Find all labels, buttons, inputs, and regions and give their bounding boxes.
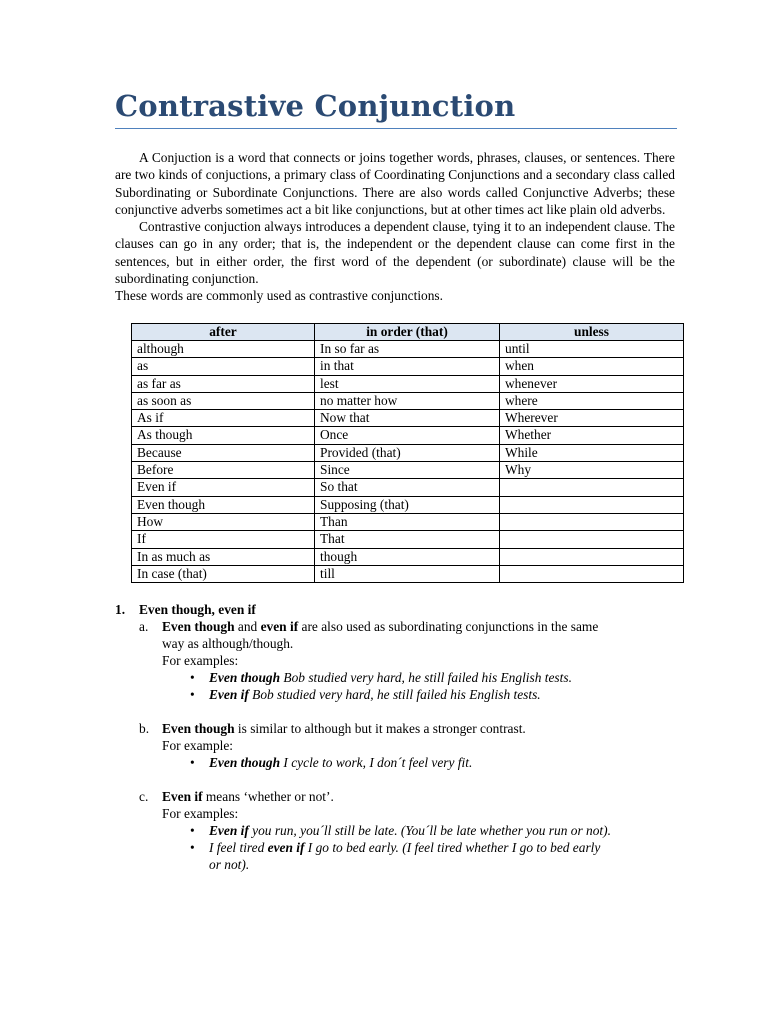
- table-cell: Provided (that): [315, 444, 500, 461]
- table-cell: Once: [315, 427, 500, 444]
- intro-paragraph-3: These words are commonly used as contrastive conjunctions.: [115, 288, 443, 304]
- example-list: [162, 669, 675, 703]
- table-cell: If: [132, 531, 315, 548]
- table-row: [132, 479, 684, 496]
- table-cell: [500, 548, 684, 565]
- term-bold: Even though: [162, 619, 235, 635]
- example-item: [162, 822, 675, 839]
- table-cell: [500, 479, 684, 496]
- table-header-row: [132, 323, 684, 340]
- table-row: [132, 548, 684, 565]
- table-cell: In as much as: [132, 548, 315, 565]
- examples-label: For examples:: [162, 806, 239, 822]
- example-text: I cycle to work, I don´t feel very fit.: [280, 755, 473, 771]
- text-run: is similar to although but it makes a stronger contrast.: [234, 721, 526, 737]
- table-row: [132, 392, 684, 409]
- table-cell: as far as: [132, 375, 315, 392]
- bullet-icon: •: [190, 823, 195, 839]
- table-row: [132, 496, 684, 513]
- text-run: and: [234, 619, 261, 635]
- table-cell: till: [315, 565, 500, 582]
- table-row: [132, 375, 684, 392]
- table-row: [132, 427, 684, 444]
- bullet-icon: •: [190, 755, 195, 771]
- example-text: Bob studied very hard, he still failed his English tests.: [280, 670, 572, 686]
- table-cell: lest: [315, 375, 500, 392]
- subsection-text: [162, 618, 675, 635]
- table-row: [132, 410, 684, 427]
- table-row: [132, 340, 684, 357]
- subsection-a: [115, 618, 675, 703]
- table-cell: That: [315, 531, 500, 548]
- table-cell: in that: [315, 358, 500, 375]
- table-cell: While: [500, 444, 684, 461]
- example-text: you run, you´ll still be late. (You´ll be late whether you run or not).: [248, 823, 611, 839]
- table-cell: Why: [500, 462, 684, 479]
- term-bold: even if: [260, 619, 299, 635]
- subsection-letter: a.: [139, 619, 149, 635]
- table-cell: Even if: [132, 479, 315, 496]
- table-cell: Before: [132, 462, 315, 479]
- table-cell: whenever: [500, 375, 684, 392]
- example-text: Bob studied very hard, he still failed his English tests.: [248, 687, 541, 703]
- section-heading: [115, 601, 675, 618]
- table-cell: Supposing (that): [315, 496, 500, 513]
- intro-paragraph-1: A Conjuction is a word that connects or joins together words, phrases, clauses, or sentences. There are two kinds of conjuctions, a primary class of Coordinating Conjunctions and a secondary class called Subordinating or Subordinate Conjunctions. There are also words called Conjunctive Adverbs; these conjunctive adverbs sometimes act a bit like conjunctions, but at other times act like plain old adverbs.: [115, 150, 675, 217]
- section-even-though-even-if: [115, 601, 675, 873]
- table-cell: Whether: [500, 427, 684, 444]
- table-header: after: [132, 323, 315, 340]
- table-cell: as: [132, 358, 315, 375]
- term-bold: even if: [267, 840, 305, 856]
- example-list: [162, 754, 675, 771]
- document-page: [115, 86, 675, 873]
- bullet-icon: •: [190, 670, 195, 686]
- table-cell: So that: [315, 479, 500, 496]
- table-cell: Even though: [132, 496, 315, 513]
- subsection-c: [115, 788, 675, 873]
- intro-paragraph-2: Contrastive conjuction always introduces a dependent clause, tying it to an independent clause. The clauses can go in any order; that is, the independent or the dependent clause can come first in the sentences, but in either order, the first word of the dependent (or subordinate) clause will be the subordinating conjunction.: [115, 219, 675, 287]
- subsection-letter: b.: [139, 721, 150, 737]
- conjunction-table: [131, 323, 684, 583]
- term-bold: Even if: [209, 687, 249, 703]
- section-title: Even though, even if: [139, 602, 256, 618]
- subsection-b: [115, 720, 675, 771]
- example-list: [162, 822, 675, 873]
- table-cell: Because: [132, 444, 315, 461]
- table-cell: Wherever: [500, 410, 684, 427]
- example-text-cont: or not).: [209, 857, 250, 873]
- table-row: [132, 444, 684, 461]
- table-header: unless: [500, 323, 684, 340]
- table-cell: when: [500, 358, 684, 375]
- text-run: means ‘whether or not’.: [202, 789, 334, 805]
- table-cell: as soon as: [132, 392, 315, 409]
- table-row: [132, 565, 684, 582]
- table-row: [132, 462, 684, 479]
- table-row: [132, 358, 684, 375]
- table-row: [132, 513, 684, 530]
- term-bold: Even though: [209, 755, 281, 771]
- term-bold: Even though: [209, 670, 281, 686]
- table-row: [132, 531, 684, 548]
- title-divider: [115, 128, 677, 129]
- section-number: 1.: [115, 602, 126, 618]
- table-cell: no matter how: [315, 392, 500, 409]
- table-cell: As though: [132, 427, 315, 444]
- table-cell: [500, 496, 684, 513]
- subsection-text: [162, 720, 675, 737]
- table-cell: As if: [132, 410, 315, 427]
- table-cell: In so far as: [315, 340, 500, 357]
- example-item: [162, 686, 675, 703]
- examples-label: For examples:: [162, 653, 239, 669]
- table-cell: [500, 531, 684, 548]
- bullet-icon: •: [190, 687, 195, 703]
- example-item: [162, 754, 675, 771]
- subsection-letter: c.: [139, 789, 149, 805]
- example-text: I feel tired: [209, 840, 268, 856]
- example-text: I go to bed early. (I feel tired whether I go to bed early: [304, 840, 601, 856]
- subsection-text-cont: way as although/though.: [162, 636, 294, 652]
- term-bold: Even though: [162, 721, 235, 737]
- table-cell: How: [132, 513, 315, 530]
- table-cell: until: [500, 340, 684, 357]
- table-cell: Since: [315, 462, 500, 479]
- example-item: [162, 669, 675, 686]
- table-cell: In case (that): [132, 565, 315, 582]
- table-cell: though: [315, 548, 500, 565]
- table-cell: [500, 513, 684, 530]
- table-cell: [500, 565, 684, 582]
- example-item: [162, 839, 675, 873]
- table-cell: where: [500, 392, 684, 409]
- table-cell: Now that: [315, 410, 500, 427]
- table-cell: Than: [315, 513, 500, 530]
- examples-label: For example:: [162, 738, 234, 754]
- subsection-text: [162, 788, 675, 805]
- bullet-icon: •: [190, 840, 195, 856]
- term-bold: Even if: [209, 823, 249, 839]
- table-header: in order (that): [315, 323, 500, 340]
- term-bold: Even if: [162, 789, 203, 805]
- page-title: Contrastive Conjunction: [115, 89, 516, 123]
- text-run: are also used as subordinating conjunctions in the same: [298, 619, 599, 635]
- table-cell: although: [132, 340, 315, 357]
